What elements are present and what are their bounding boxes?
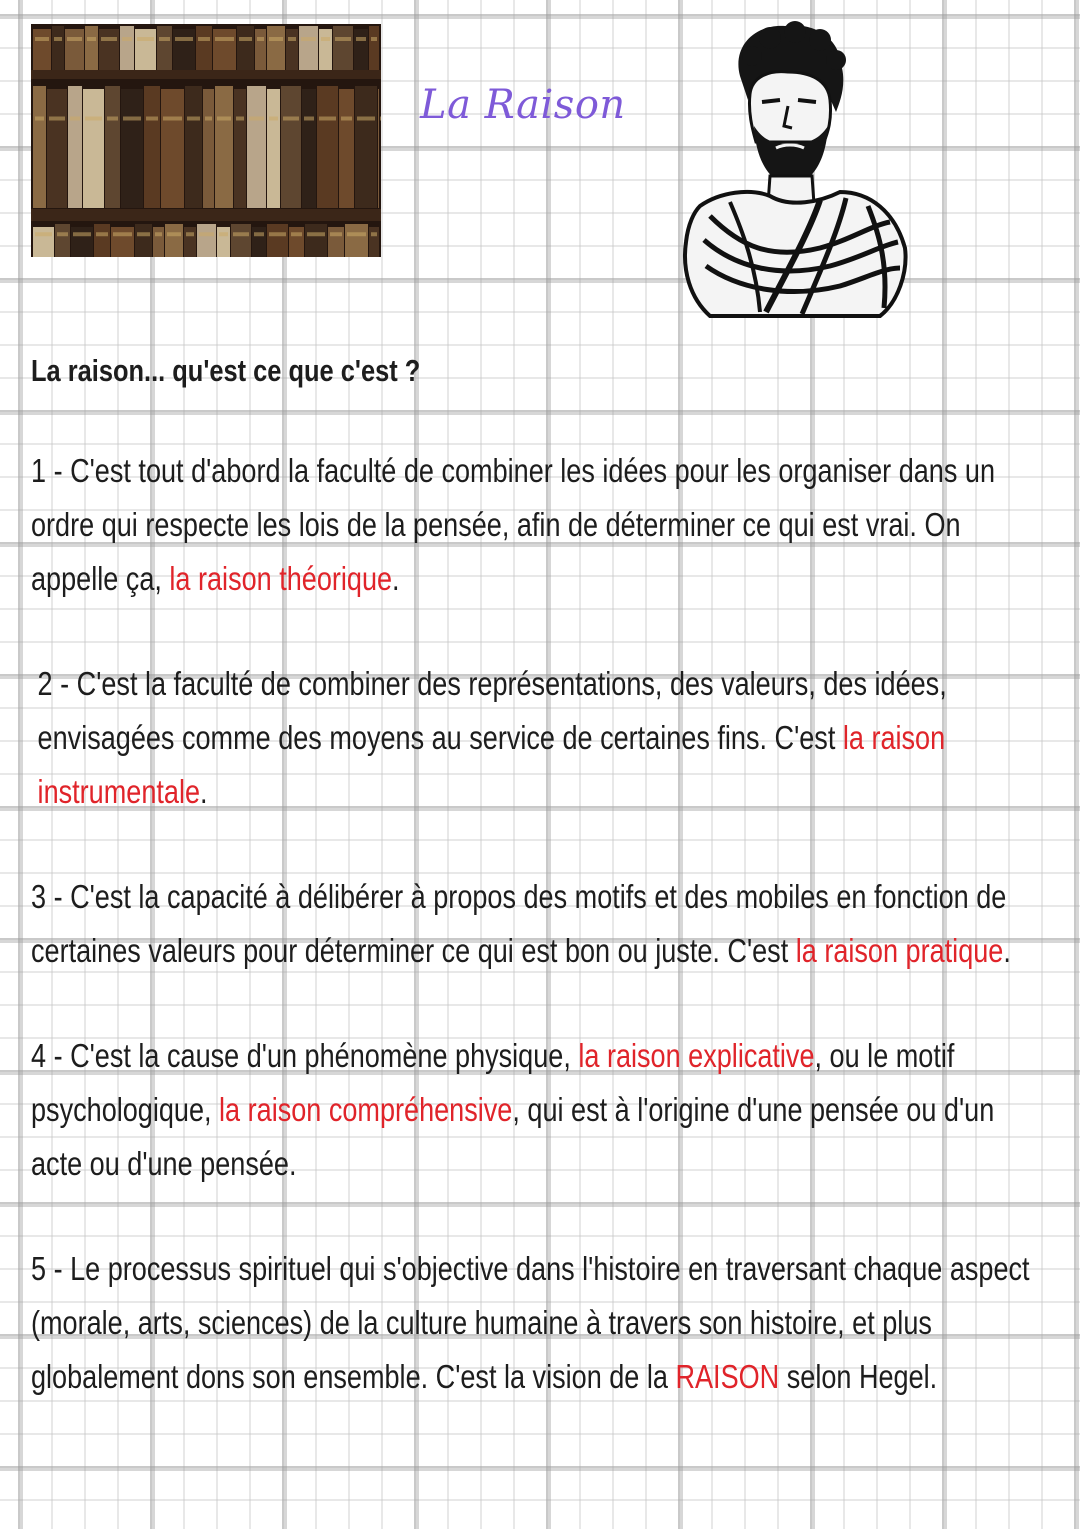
page-title: La Raison [420, 82, 626, 128]
question-heading: La raison... qu'est ce que c'est ? [31, 353, 421, 388]
lesson-content [31, 344, 1030, 1455]
definition-1: 1 - C'est tout d'abord la faculté de combiner les idées pour les organiser dans un ordre qui respecte les lois de la pensée, afin de déterminer ce qui est vrai. On appelle ça, la raison théorique. [31, 452, 995, 597]
term-raison-instrumentale: la raison instrumentale [37, 719, 946, 810]
term-raison-theorique: la raison théorique [169, 560, 393, 597]
bookshelf-photo [31, 24, 381, 257]
term-raison-comprehensive: la raison compréhensive [219, 1091, 513, 1128]
term-raison-explicative: la raison explicative [578, 1037, 815, 1074]
term-raison-hegel: RAISON [675, 1358, 780, 1395]
definition-5: 5 - Le processus spirituel qui s'objective dans l'histoire en traversant chaque aspect (morale, arts, sciences) de la culture humaine à travers son histoire, et plus globalement dons son ensemble. C'est la vision de la RAISON selon Hegel. [31, 1250, 1030, 1395]
philosopher-bust-illustration [670, 16, 920, 321]
definition-3: 3 - C'est la capacité à délibérer à propos des motifs et des mobiles en fonction de certaines valeurs pour déterminer ce qui est bon ou juste. C'est la raison pratique. [31, 878, 1011, 969]
term-raison-pratique: la raison pratique [795, 932, 1004, 969]
definition-2: 2 - C'est la faculté de combiner des représentations, des valeurs, des idées, envisagées comme des moyens au service de certaines fins. C'est la raison instrumentale. [37, 665, 947, 810]
definition-4: 4 - C'est la cause d'un phénomène physique, la raison explicative, ou le motif psychologique, la raison compréhensive, qui est à l'origine d'une pensée ou d'un acte ou d'une pensée. [31, 1037, 995, 1182]
